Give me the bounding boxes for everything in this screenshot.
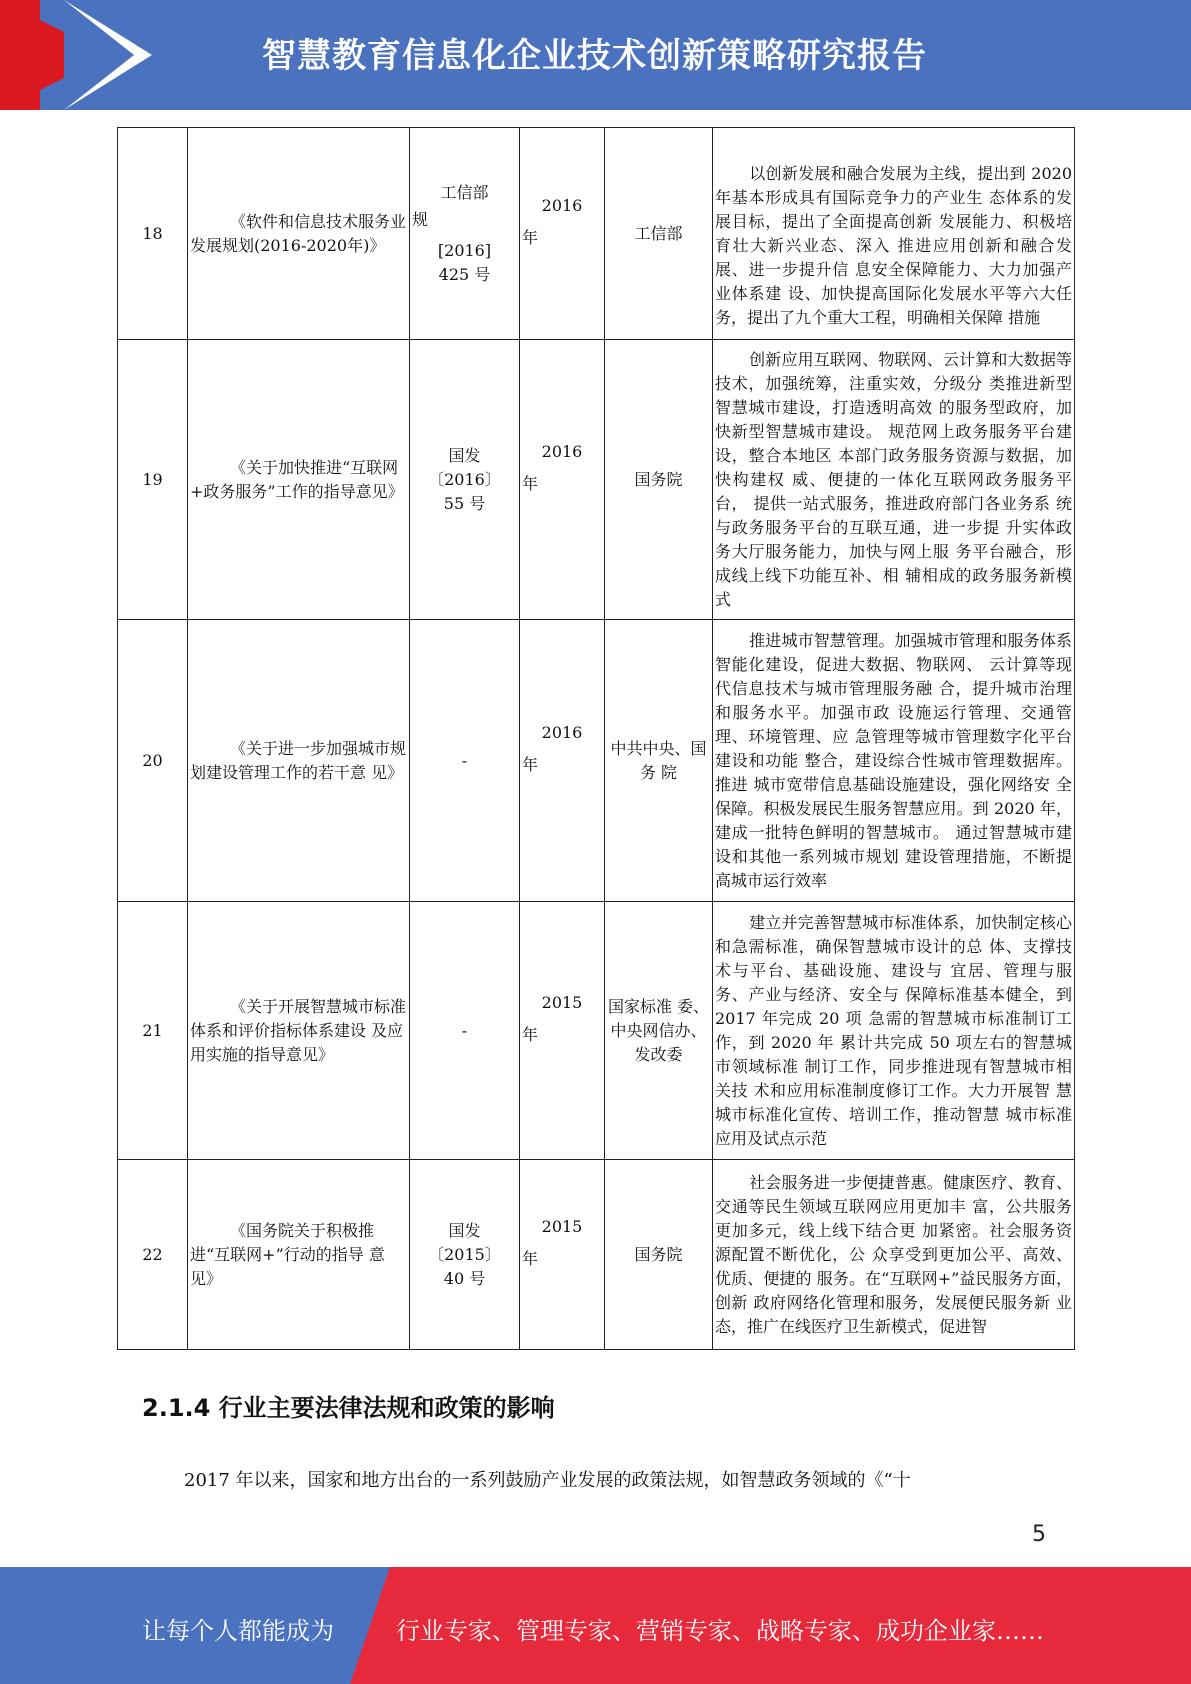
page-header <box>0 0 1191 110</box>
report-title: 智慧教育信息化企业技术创新策略研究报告 <box>262 36 927 76</box>
footer-slogan-right: 行业专家、管理专家、营销专家、战略专家、成功企业家…… <box>396 1617 1044 1645</box>
policy-name: 《国务院关于积极推进“互联网+”行动的指导 意见》 <box>188 1160 410 1350</box>
row-number: 18 <box>118 128 188 340</box>
policy-content: 推进城市智慧管理。加强城市管理和服务体系智能化建设，促进大数据、物联网、 云计算等现代信息技术与城市管理服务融 合，提升城市治理和服务水平。加强市政 设施运行管理、交通管理、环境管理、应 急管理等城市管理数字化平台建设和功能 整合，建设综合性城市管理数据库。推进 城市宽带信息基础设施建设，强化网络安 全保障。积极发展民生服务智慧应用。到 2020 年，建成一批特色鲜明的智慧城市。 通过智慧城市建设和其他一系列城市规划 建设管理措施，不断提高城市运行效率 <box>713 620 1075 902</box>
issuing-department: 中共中央、国务 院 <box>605 620 713 902</box>
issue-year: 2015 年 <box>520 1160 605 1350</box>
doc-prefix: 规 <box>412 210 429 229</box>
table-row <box>118 902 1075 1160</box>
policy-name: 《关于进一步加强城市规 划建设管理工作的若干意 见》 <box>188 620 410 902</box>
row-number: 21 <box>118 902 188 1160</box>
issue-year: 2016 年 <box>520 620 605 902</box>
header-blue-notch <box>64 0 134 110</box>
body-paragraph: 2017 年以来，国家和地方出台的一系列鼓励产业发展的政策法规，如智慧政务领域的《“十 <box>184 1470 911 1491</box>
footer-slogan-left: 让每个人都能成为 <box>142 1617 334 1645</box>
policy-content: 社会服务进一步便捷普惠。健康医疗、教育、交通等民生领域互联网应用更加丰 富，公共服务更加多元，线上线下结合更 加紧密。社会服务资源配置不断优化，公 众享受到更加公平、高效、优质、便捷的 服务。在“互联网+”益民服务方面，创新 政府网络化管理和服务，发展便民服务新 业态，推广在线医疗卫生新模式，促进智 <box>713 1160 1075 1350</box>
issue-year: 2016 年 <box>520 128 605 340</box>
policy-name: 《软件和信息技术服务业 发展规划(2016-2020年)》 <box>188 128 410 340</box>
page-footer <box>0 1567 1191 1684</box>
section-heading: 2.1.4 行业主要法律法规和政策的影响 <box>142 1394 555 1422</box>
issuing-department: 国家标准 委、中央网信办、 发改委 <box>605 902 713 1160</box>
issuing-department: 国务院 <box>605 1160 713 1350</box>
issuing-department: 国务院 <box>605 340 713 620</box>
footer-slant <box>350 1567 390 1684</box>
issue-year: 2016 年 <box>520 340 605 620</box>
row-number: 22 <box>118 1160 188 1350</box>
issuing-department: 工信部 <box>605 128 713 340</box>
document-number: 国发 〔2015〕 40 号 <box>410 1160 520 1350</box>
document-number: 规 工信部 [2016] 425 号 <box>410 128 520 340</box>
policy-content: 以创新发展和融合发展为主线，提出到 2020 年基本形成具有国际竞争力的产业生 态体系的发展目标，提出了全面提高创新 发展能力、积极培育壮大新兴业态、深入 推进应用创新和融合发展、进一步提升信 息安全保障能力、大力加强产业体系建 设、加快提高国际化发展水平等六大任 务，提出了九个重大工程，明确相关保障 措施 <box>713 128 1075 340</box>
policy-table <box>117 127 1075 1350</box>
policy-name: 《关于开展智慧城市标准 体系和评价指标体系建设 及应用实施的指导意见》 <box>188 902 410 1160</box>
table-row <box>118 128 1075 340</box>
policy-content: 建立并完善智慧城市标准体系，加快制定核心和急需标准，确保智慧城市设计的总 体、支撑技术与平台、基础设施、建设与 宜居、管理与服务、产业与经济、安全与 保障标准基本健全，到 2017 年完成 20 项 急需的智慧城市标准制订工作，到 2020 年 累计共完成 50 项左右的智慧城市领域标准 制订工作，同步推进现有智慧城市相关技 术和应用标准制度修订工作。大力开展智 慧城市标准化宣传、培训工作，推动智慧 城市标准应用及试点示范 <box>713 902 1075 1160</box>
page-number: 5 <box>1032 1522 1046 1547</box>
policy-content: 创新应用互联网、物联网、云计算和大数据等技术，加强统筹，注重实效，分级分 类推进新型智慧城市建设，打造透明高效 的服务型政府，加快新型智慧城市建设。 规范网上政务服务平台建设，整合本地区 本部门政务服务资源与数据，加快构建权 威、便捷的一体化互联网政务服务平台， 提供一站式服务，推进政府部门各业务系 统与政务服务平台的互联互通，进一步提 升实体政务大厅服务能力，加快与网上服 务平台融合，形成线上线下功能互补、相 辅相成的政务服务新模式 <box>713 340 1075 620</box>
policy-name: 《关于加快推进“互联网 +政务服务”工作的指导意见》 <box>188 340 410 620</box>
table-row <box>118 620 1075 902</box>
table-row <box>118 340 1075 620</box>
row-number: 20 <box>118 620 188 902</box>
document-number: 国发 〔2016〕 55 号 <box>410 340 520 620</box>
document-number: - <box>410 620 520 902</box>
table-row <box>118 1160 1075 1350</box>
document-number: - <box>410 902 520 1160</box>
row-number: 19 <box>118 340 188 620</box>
issue-year: 2015 年 <box>520 902 605 1160</box>
